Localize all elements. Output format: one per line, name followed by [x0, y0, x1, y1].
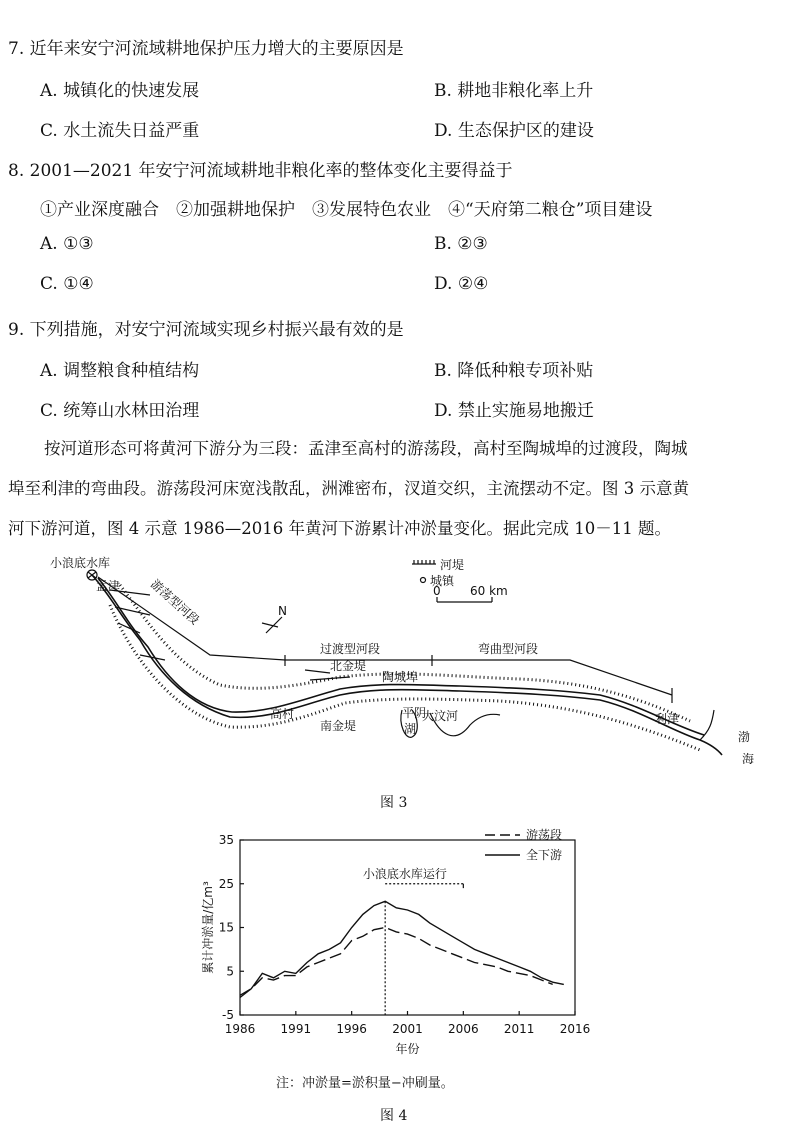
legend-levee-label: 河堤 — [440, 558, 465, 572]
label-pingyin: 平阴 — [402, 706, 427, 720]
q8-option-d: D. ②④ — [434, 274, 489, 294]
legend-town-label: 城镇 — [430, 574, 455, 588]
annotation-label: 小浪底水库运行 — [362, 866, 447, 881]
q7-option-a: A. 城镇化的快速发展 — [40, 81, 200, 101]
q7-option-d: D. 生态保护区的建设 — [434, 121, 594, 141]
sediment-chart — [180, 825, 620, 1085]
question-9-stem: 9. 下列措施，对安宁河流域实现乡村振兴最有效的是 — [8, 320, 404, 340]
figure-4-caption: 图 4 — [380, 1108, 408, 1124]
passage-line-2: 埠至利津的弯曲段。游荡段河床宽浅散乱，洲滩密布，汊道交织，主流摆动不定。图 3 示意黄 — [8, 479, 689, 498]
question-7-stem: 7. 近年来安宁河流域耕地保护压力增大的主要原因是 — [8, 39, 404, 59]
label-transition-reach: 过渡型河段 — [320, 642, 381, 656]
q9-option-a: A. 调整粮食种植结构 — [40, 361, 200, 381]
north-arrow — [262, 617, 282, 633]
q9-option-c: C. 统筹山水林田治理 — [40, 401, 200, 421]
legend-levee-symbol — [412, 560, 436, 564]
scale-start: 0 — [433, 584, 441, 598]
q8-option-c: C. ①④ — [40, 274, 94, 294]
passage-line-1: 按河道形态可将黄河下游分为三段：孟津至高村的游荡段，高村至陶城埠的过渡段，陶城 — [44, 439, 688, 458]
y-tick-label: -5 — [222, 1008, 234, 1022]
x-tick-label: 2016 — [559, 1022, 591, 1036]
x-tick-label: 1996 — [336, 1022, 367, 1036]
label-pingyin-lake: 湖 — [404, 722, 417, 736]
label-reservoir: 小浪底水库 — [50, 556, 111, 570]
x-tick-label: 2011 — [503, 1022, 535, 1036]
legend-label: 全下游 — [526, 848, 563, 862]
river-map — [0, 545, 800, 785]
y-tick-label: 15 — [218, 920, 234, 935]
scale-end: 60 km — [470, 584, 508, 598]
x-tick-label: 2001 — [392, 1022, 423, 1036]
passage-line-3: 河下游河道，图 4 示意 1986—2016 年黄河下游累计冲淤量变化。据此完成 10－11 题。 — [8, 519, 671, 538]
q8-statements: ①产业深度融合 ②加强耕地保护 ③发展特色农业 ④“天府第二粮仓”项目建设 — [40, 200, 653, 220]
label-dawenhe: 大汶河 — [422, 709, 459, 723]
label-bohai-1: 渤 — [738, 730, 751, 744]
q7-option-c: C. 水土流失日益严重 — [40, 121, 200, 141]
x-tick-label: 2006 — [448, 1022, 479, 1036]
label-lijin: 利津 — [655, 712, 680, 726]
label-meander-reach: 弯曲型河段 — [478, 642, 539, 656]
figure-3-caption: 图 3 — [380, 795, 408, 811]
q9-option-b: B. 降低种粮专项补贴 — [434, 361, 594, 381]
legend-town-symbol — [421, 578, 426, 583]
label-nanjinti: 南金堤 — [320, 719, 357, 733]
x-tick-label: 1991 — [280, 1022, 312, 1036]
y-tick-label: 35 — [218, 833, 234, 847]
label-bohai-2: 海 — [742, 752, 755, 766]
chart-note: 注：冲淤量=淤积量−冲刷量。 — [276, 1076, 454, 1091]
label-taochengbu: 陶城埠 — [382, 670, 419, 684]
legend-label: 游荡段 — [526, 828, 563, 842]
x-axis-label: 年份 — [395, 1042, 420, 1056]
q8-option-b: B. ②③ — [434, 234, 488, 254]
y-tick-label: 5 — [226, 964, 234, 979]
q7-option-b: B. 耕地非粮化率上升 — [434, 81, 594, 101]
label-wandang-reach: 游荡型河段 — [147, 576, 202, 628]
question-8-stem: 8. 2001—2021 年安宁河流域耕地非粮化率的整体变化主要得益于 — [8, 161, 513, 181]
q8-option-a: A. ①③ — [40, 234, 94, 254]
x-tick-label: 1986 — [224, 1022, 256, 1036]
label-gaocun: 高村 — [270, 707, 295, 721]
q9-option-d: D. 禁止实施易地搬迁 — [434, 401, 594, 421]
series-line-total — [240, 901, 564, 997]
label-beijinti: 北金堤 — [330, 659, 367, 673]
y-axis-label: 累计冲淤量/亿m³ — [201, 881, 215, 974]
y-tick-label: 25 — [218, 876, 234, 891]
label-north: N — [278, 604, 287, 618]
label-mengjin: 孟津 — [96, 579, 121, 593]
